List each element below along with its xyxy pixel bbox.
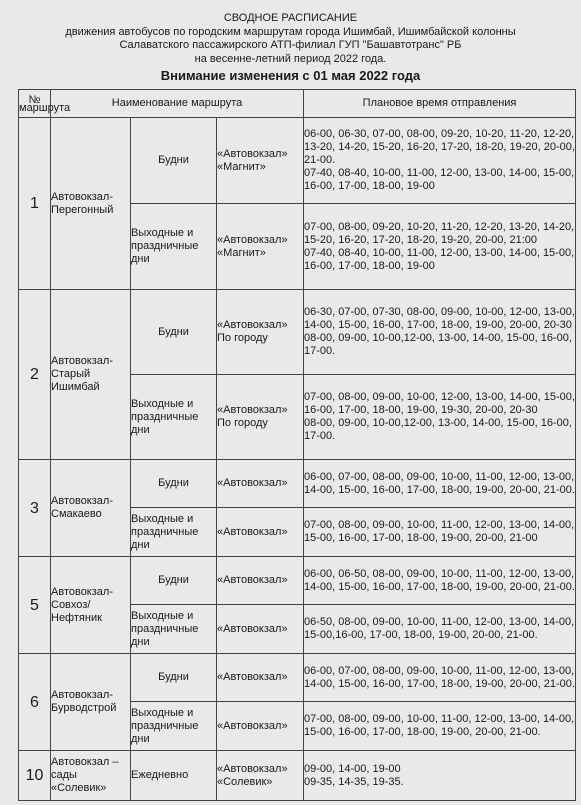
departure-points: [217, 204, 304, 290]
day-type: Выходные и праздничные дни: [131, 375, 217, 460]
header-period: на весенне-летний период 2022 года.: [194, 52, 387, 65]
times: 08-00, 09-00, 10-00,12-00, 13-00, 14-00, 15-00, 16-00, 17-00.: [304, 332, 572, 357]
header-subtitle: движения автобусов по городским маршрутам города Ишимбай, Ишимбайской колонны: [65, 25, 516, 38]
departure-times: 06-00, 06-50, 08-00, 09-00, 10-00, 11-00, 12-00, 13-00, 14-00, 15-00, 16-00, 17-00, 18-00, 19-00, 20-00, 21-00.: [304, 557, 576, 605]
document-header: [0, 0, 581, 66]
times: 09-35, 14-35, 19-35.: [304, 775, 404, 788]
day-type: Будни: [131, 290, 217, 375]
departure-times: 07-00, 08-00, 09-00, 10-00, 11-00, 12-00, 13-00, 14-00, 15-00, 16-00, 17-00, 18-00, 19-00, 20-00, 21-00: [304, 508, 576, 557]
header-operator: Салаватского пассажирского АТП-филиал ГУП "Башавтотранс" РБ: [119, 39, 462, 51]
route-name: Автовокзал-Смакаево: [51, 460, 131, 557]
departure-times: [304, 375, 576, 460]
route-number: 10: [19, 751, 51, 801]
route-name: Автовокзал – сады «Солевик»: [51, 751, 131, 801]
route-name: Автовокзал-Старый Ишимбай: [51, 290, 131, 460]
departure-times: [304, 118, 576, 204]
departure-times: [304, 290, 576, 375]
col-departure-time: Плановое время отправления: [304, 90, 576, 118]
departure-point: «Автовокзал»: [217, 654, 304, 702]
departure-points: [217, 375, 304, 460]
route-name: Автовокзал-Совхоз/ Нефтяник: [51, 557, 131, 654]
times: 07-00, 08-00, 09-00, 10-00, 12-00, 13-00, 14-00, 15-00, 16-00, 17-00, 18-00, 19-00, 19-30, 20-00, 20-30: [304, 391, 575, 416]
departure-points: [217, 290, 304, 375]
change-notice: Внимание изменения с 01 мая 2022 года: [160, 68, 421, 83]
day-type: Будни: [131, 557, 217, 605]
times: 09-00, 14-00, 19-00: [304, 762, 401, 775]
departure-times: [304, 204, 576, 290]
table-row: [19, 118, 576, 204]
departure-point: «Автовокзал»: [217, 557, 304, 605]
departure-point: «Автовокзал»: [217, 233, 288, 246]
route-number: 3: [19, 460, 51, 557]
route-name: Автовокзал-Бурводстрой: [51, 654, 131, 751]
table-row: [19, 460, 576, 508]
day-type: Выходные и праздничные дни: [131, 204, 217, 290]
day-type: Выходные и праздничные дни: [131, 605, 217, 654]
table-row: [19, 557, 576, 605]
departure-times: 06-00, 07-00, 08-00, 09-00, 10-00, 11-00, 12-00, 13-00, 14-00, 15-00, 16-00, 17-00, 18-00, 19-00, 20-00, 21-00.: [304, 654, 576, 702]
departure-point: «Солевик»: [217, 775, 273, 788]
departure-point: «Автовокзал»: [217, 404, 288, 416]
departure-point: «Автовокзал»: [217, 508, 304, 557]
route-name: Автовокзал-Перегонный: [51, 118, 131, 290]
table-row: [19, 290, 576, 375]
header-title: СВОДНОЕ РАСПИСАНИЕ: [223, 12, 358, 24]
departure-points: [217, 118, 304, 204]
departure-point: «Автовокзал»: [217, 605, 304, 654]
col-route-name: Наименование маршрута: [51, 90, 304, 118]
day-type: Будни: [131, 118, 217, 204]
day-type: Выходные и праздничные дни: [131, 508, 217, 557]
departure-times: 06-00, 07-00, 08-00, 09-00, 10-00, 11-00, 12-00, 13-00, 14-00, 15-00, 16-00, 17-00, 18-00, 19-00, 20-00, 21-00.: [304, 460, 576, 508]
departure-point: По городу: [217, 332, 268, 344]
departure-times: 06-50, 08-00, 09-00, 10-00, 11-00, 12-00, 13-00, 14-00, 15-00,16-00, 17-00, 18-00, 19-00, 20-00, 21-00.: [304, 605, 576, 654]
departure-point: «Магнит»: [217, 246, 266, 259]
day-type: Будни: [131, 460, 217, 508]
departure-times: 07-00, 08-00, 09-00, 10-00, 11-00, 12-00, 13-00, 14-00, 15-00, 16-00, 17-00, 18-00, 19-00, 20-00, 21-00.: [304, 702, 576, 751]
times: 06-30, 07-00, 07-30, 08-00, 09-00, 10-00, 12-00, 13-00, 14-00, 15-00, 16-00, 17-00, 18-00, 19-00, 20-00, 20-30: [304, 306, 575, 331]
day-type: Будни: [131, 654, 217, 702]
table-row: [19, 654, 576, 702]
route-number: 5: [19, 557, 51, 654]
departure-point: «Автовокзал»: [217, 762, 288, 775]
departure-point: «Автовокзал»: [217, 147, 288, 160]
departure-points: [217, 751, 304, 801]
departure-point: «Магнит»: [217, 160, 266, 173]
times: 08-00, 09-00, 10-00,12-00, 13-00, 14-00, 15-00, 16-00, 17-00.: [304, 417, 572, 442]
times: 07-40, 08-40, 10-00, 11-00, 12-00, 13-00, 14-00, 15-00, 16-00, 17-00, 18-00, 19-00: [304, 167, 575, 192]
departure-point: «Автовокзал»: [217, 702, 304, 751]
table-header-row: [19, 90, 576, 118]
departure-point: «Автовокзал»: [217, 319, 288, 331]
times: 07-40, 08-40, 10-00, 11-00, 12-00, 13-00, 14-00, 15-00, 16-00, 17-00, 18-00, 19-00: [304, 246, 575, 272]
day-type: Ежедневно: [131, 751, 217, 801]
times: 06-00, 06-30, 07-00, 08-00, 09-20, 10-20, 11-20, 12-20, 13-20, 14-20, 15-20, 16-20, 17-20, 18-20, 19-20, 20-00, 21-00.: [304, 128, 575, 166]
schedule-table: [18, 89, 576, 801]
day-type: Выходные и праздничные дни: [131, 702, 217, 751]
col-route-number: № маршрута: [19, 90, 51, 118]
departure-point: По городу: [217, 417, 268, 429]
times: 07-00, 08-00, 09-20, 10-20, 11-20, 12-20, 13-20, 14-20, 15-20, 16-20, 17-20, 18-20, 19-20, 20-00, 21:00: [304, 220, 575, 246]
departure-times: [304, 751, 576, 801]
route-number: 6: [19, 654, 51, 751]
departure-point: «Автовокзал»: [217, 460, 304, 508]
route-number: 2: [19, 290, 51, 460]
route-number: 1: [19, 118, 51, 290]
table-row: [19, 751, 576, 801]
